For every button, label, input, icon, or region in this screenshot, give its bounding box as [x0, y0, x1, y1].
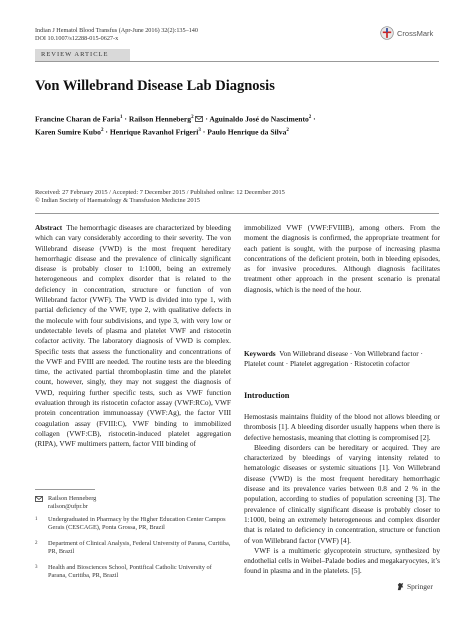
crossmark-icon — [380, 26, 394, 40]
crossmark-label: CrossMark — [397, 28, 434, 38]
article-type: REVIEW ARTICLE — [41, 51, 109, 58]
abstract-continued-text: immobilized VWF (VWF:FVIIIB), among others. From the moment the diagnosis is confirmed, the appropriate treatment for each patient is sought, with the purpose of increasing plasma concentrations of the deficient protein, both in bleeding episodes, as for invasive procedures. Although diagnosis facilitates treatment other approach in the present scenario is prenatal diagnosis, which is the need of the hour. — [244, 223, 440, 294]
footnote-number: 2 — [35, 541, 38, 546]
doi-line[interactable]: DOI 10.1007/s12288-015-0627-x — [35, 35, 119, 42]
author-line-1: Francine Charan de Faria$^1$ · Railson Henneberg$^2$ · Aguinaldo José do Nascimento$^2$ · — [35, 114, 316, 124]
email-icon[interactable] — [195, 116, 203, 122]
author-name[interactable]: Railson Henneberg — [128, 114, 192, 124]
author-name[interactable]: Francine Charan de Faria — [35, 114, 120, 124]
keywords-label: Keywords — [244, 349, 276, 358]
footnote-text: Health and Biosciences School, Pontifical Catholic University of Parana, Curitiba, PR, Brazil — [48, 564, 212, 580]
author-affiliation: 2 — [286, 127, 289, 133]
copyright-line: © Indian Society of Haematology & Transfusion Medicine 2015 — [35, 197, 200, 205]
introduction-body — [244, 412, 440, 577]
intro-paragraph: VWF is a multimeric glycoprotein structure, synthesized by endothelial cells in Weibel–Palade bodies and megakaryocytes, it’s found in plasma and in the platelets. [5]. — [244, 545, 440, 576]
footnote-text: Department of Clinical Analysis, Federal University of Parana, Curitiba, PR, Brazil — [48, 540, 231, 556]
abstract-section — [35, 223, 231, 450]
article-type-band — [35, 49, 130, 61]
header-rule — [35, 61, 439, 62]
abstract-continued — [244, 223, 440, 295]
footnote-number: 3 — [35, 565, 38, 570]
author-list — [35, 112, 439, 137]
author-line-2: Karen Sumire Kubo$^2$ · Henrique Ravanhol Frigeri$^3$ · Paulo Henrique da Silva$^2$ — [35, 127, 289, 137]
contact-name: Railson Henneberg — [48, 495, 97, 502]
author-affiliation: 1 — [120, 115, 123, 120]
introduction-heading: Introduction — [244, 391, 290, 400]
author-name[interactable]: Aguinaldo José do Nascimento — [209, 114, 309, 124]
author-affiliation: 2 — [191, 115, 194, 120]
history-dates: Received: 27 February 2015 / Accepted: 7 December 2015 / Published online: 12 December 2015 — [35, 189, 285, 196]
author-affiliation: 2 — [100, 127, 104, 133]
intro-paragraph: Bleeding disorders can be hereditary or acquired. They are characterized by bleedings of varying intensity related to hematologic diseases or systemic situations [1]. Von Willebrand disease (VWD) is the most frequent hereditary hemorrhagic disease and its prevalence varies between 0.8 and 2 % in the population, according to studies of population screening [3]. The prevalence of clinically significant disease is probably closer to 1:1000, being an extremely heterogeneous and complex disorder that is related to deficiency in concentration, structure or function of von Willebrand factor (VWF) [4]. — [244, 442, 440, 545]
publication-dates — [35, 189, 439, 206]
author-name[interactable]: Henrique Ravanhol Frigeri — [109, 127, 199, 137]
contact-email[interactable]: railson@ufpr.br — [48, 503, 88, 511]
author-name[interactable]: Paulo Henrique da Silva — [207, 127, 287, 137]
footnote-rule — [35, 489, 95, 490]
intro-paragraph: Hemostasis maintains fluidity of the blood not allows bleeding or thrombosis [1]. A bleeding disorder usually happens when there is defective hemostasis, meaning that clotting is compromised [2]. — [244, 412, 440, 442]
journal-citation — [35, 27, 198, 43]
author-affiliation: 3 — [198, 127, 201, 133]
envelope-icon — [35, 496, 43, 502]
affiliation-footnote — [35, 540, 231, 557]
journal-citation-line: Indian J Hematol Blood Transfus (Apr-June 2016) 32(2):135–140 — [35, 27, 198, 34]
springer-horse-icon — [396, 582, 405, 591]
author-affiliation: 2 — [308, 115, 312, 120]
keywords-section — [244, 349, 440, 370]
article-title: Von Willebrand Disease Lab Diagnosis — [35, 78, 275, 94]
affiliation-footnote — [35, 516, 231, 533]
crossmark-badge[interactable] — [380, 26, 433, 40]
corresponding-author — [35, 495, 231, 512]
author-name[interactable]: Karen Sumire Kubo — [35, 127, 101, 137]
footnote-text: Undergraduated in Pharmacy by the Higher Education Center Campos Gerais (CESCAGE), Ponta Grossa, PR, Brazil — [48, 516, 226, 532]
abstract-label: Abstract — [35, 223, 63, 232]
dates-rule — [35, 213, 439, 214]
abstract-text: The hemorrhagic diseases are characterized by bleeding which can vary considerably according to their severity. The von Willebrand disease (VWD) is the most frequent hereditary hemorrhagic disease and the prevalence of clinically significant disease is probably closer to 1:1000, being an extremely heterogeneous and complex disorder that is related to the deficiency in concentration, structure or function of von Willebrand factor (VWF). The VWD is divided into type 1, with partial deficiency of the VWF, type 2, with qualitative defects in the molecule with four subdivisions, and type 3, with very low or undetectable levels of plasma and platelet VWF and ristocetin cofactor activity. The laboratory diagnosis of VWD is complex. Specific tests that assess the functionality and concentrations of the VWF and FVIII are needed. The routine tests are the bleeding time, the activated partial thromboplastin time and the platelet count, however, singly, they may not suggest the diagnosis of VWD, requiring further specific tests, such as VWF function evaluation through its ristocetin cofactor assay (VWF:RCo), VWF protein concentration immunoassay (VWF:Ag), the factor VIII coagulation assay (FVIII:C), VWF binding to immobilized collagen (VWF:CB), ristocetin-induced platelet aggregation (RIPA), VWF multimers pattern, factor VIII binding of — [35, 223, 231, 449]
publisher-logo[interactable] — [396, 582, 433, 591]
footnote-number: 1 — [35, 517, 38, 522]
affiliation-footnote — [35, 564, 231, 581]
publisher-name: Springer — [407, 582, 433, 591]
keywords-text: Von Willebrand disease · Von Willebrand factor · Platelet count · Platelet aggregation · Ristocetin cofactor — [244, 349, 423, 369]
